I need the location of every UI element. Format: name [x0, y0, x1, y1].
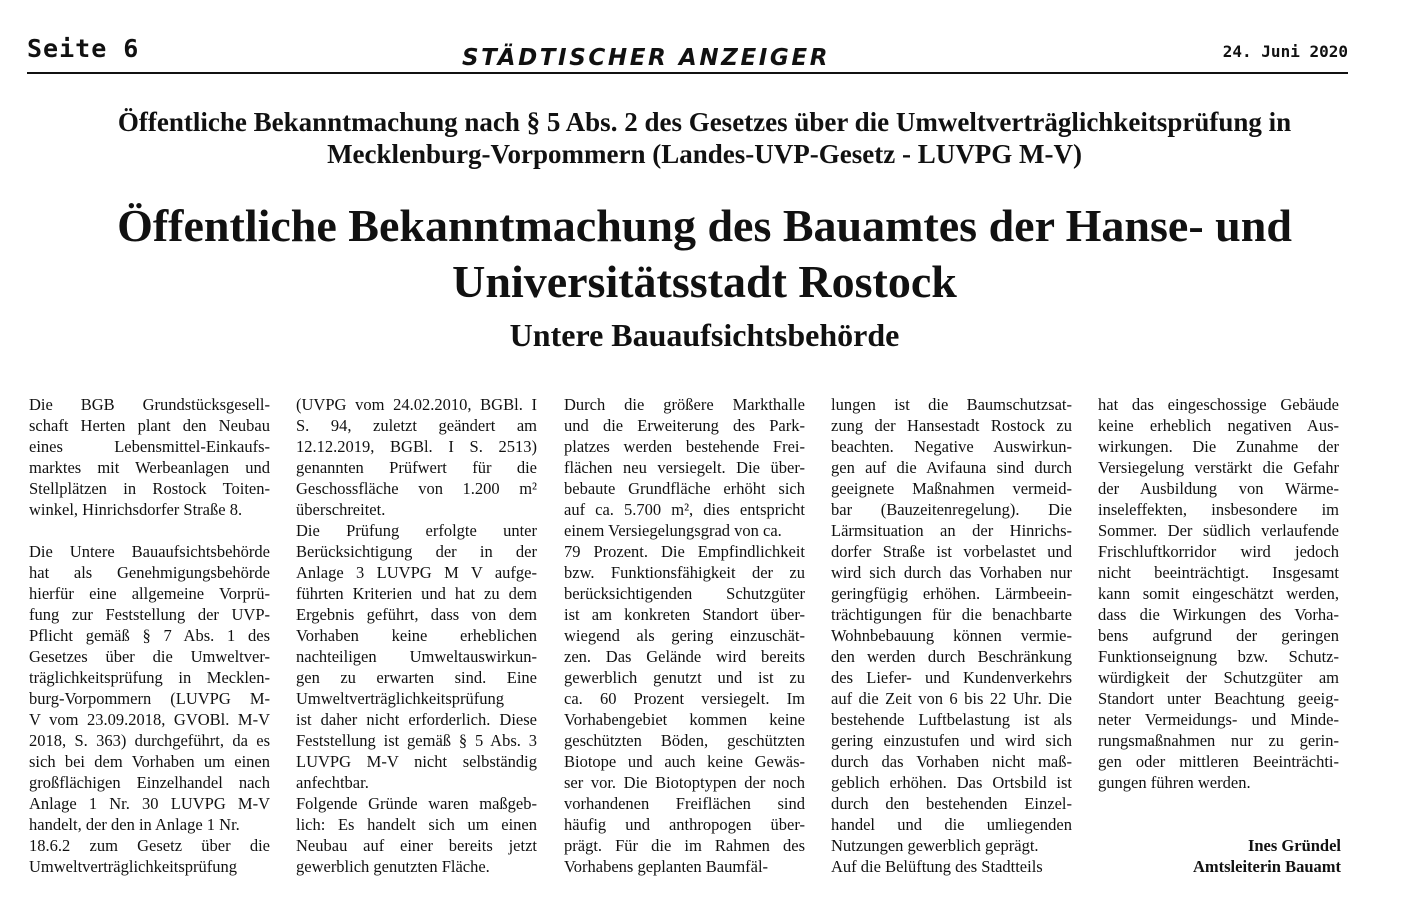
text-line: gen auf die Avifauna sind durch	[831, 458, 1072, 477]
text-line: Biotope und auch keine Gewäs-	[564, 752, 805, 771]
sub-heading: Untere Bauaufsichtsbehörde	[509, 317, 900, 353]
text-line: gewerblich genutzten Fläche.	[296, 857, 490, 876]
text-line: bebaute Grundfläche erhöht sich	[564, 479, 805, 498]
text-line: ist am konkreten Standort über-	[564, 605, 805, 624]
text-line: Wohnbebauung können vermie-	[831, 626, 1072, 645]
text-line: winkel, Hinrichsdorfer Straße 8.	[29, 500, 243, 519]
text-line: einem Versiegelungsgrad von ca.	[564, 521, 782, 540]
text-line: Umweltverträglichkeitsprüfung	[296, 689, 505, 708]
text-column-2	[296, 394, 537, 877]
text-line: zung der Hansestadt Rostock zu	[831, 416, 1072, 435]
text-line: Geschossfläche von 1.200 m²	[296, 479, 537, 498]
text-line: neter Vermeidungs- und Minde-	[1098, 710, 1339, 729]
text-line: Vorhaben keine erheblichen	[296, 626, 537, 645]
text-line: den werden durch Beschränkung	[831, 647, 1072, 666]
text-line: Funktionseignung bzw. Schutz-	[1098, 647, 1339, 666]
text-line: geringfügig erhöhen. Lärmbeein-	[831, 584, 1072, 603]
text-line: ca. 60 Prozent versiegelt. Im	[564, 689, 805, 708]
main-heading-line-1: Öffentliche Bekanntmachung des Bauamtes der Hanse- und	[117, 200, 1292, 251]
text-line: Sommer. Der südlich verlaufende	[1098, 521, 1339, 540]
text-line: Pflicht gemäß § 7 Abs. 1 des	[29, 626, 270, 645]
text-line: bestehende Luftbelastung ist als	[831, 710, 1072, 729]
text-line: durch das Vorhaben nicht maß-	[831, 752, 1072, 771]
text-line: Versiegelung verstärkt die Gefahr	[1098, 458, 1339, 477]
text-line: nicht beeinträchtigt. Insgesamt	[1098, 563, 1339, 582]
header-rule	[27, 72, 1348, 74]
text-line: bens aufgrund der geringen	[1098, 626, 1339, 645]
text-line: 18.6.2 zum Gesetz über die	[29, 836, 270, 855]
text-line: sich bei dem Vorhaben um einen	[29, 752, 270, 771]
text-line: keine erheblich negativen Aus-	[1098, 416, 1339, 435]
signature-title: Amtsleiterin Bauamt	[1192, 857, 1341, 876]
text-line: berücksichtigenden Schutzgüter	[564, 584, 805, 603]
text-line: lungen ist die Baumschutzsat-	[831, 395, 1072, 414]
text-column-5	[1098, 394, 1339, 793]
text-line: Lärmsituation an der Hinrichs-	[831, 521, 1072, 540]
text-line: durch den bestehenden Einzel-	[831, 794, 1072, 813]
text-line: anfechtbar.	[296, 773, 369, 792]
text-line: trächtigungen für die benachbarte	[831, 605, 1072, 624]
text-line: überschreitet.	[296, 500, 386, 519]
text-line: gen zu erwarten sind. Eine	[296, 668, 537, 687]
text-column-3	[564, 394, 805, 877]
text-line: inseleffekten, insbesondere im	[1098, 500, 1339, 519]
text-line: Standort unter Beachtung geeig-	[1098, 689, 1339, 708]
main-heading	[0, 198, 1409, 310]
text-line: Gesetzes über die Umweltver-	[29, 647, 270, 666]
text-line: Die Untere Bauaufsichtsbehörde	[29, 542, 270, 561]
text-line: hierfür eine allgemeine Vorprü-	[29, 584, 270, 603]
text-line: Anlage 1 Nr. 30 LUVPG M-V	[29, 794, 270, 813]
text-line: gering einzustufen und wird sich	[831, 731, 1072, 750]
text-line: häufig und anthropogen über-	[564, 815, 805, 834]
newspaper-name: STÄDTISCHER ANZEIGER	[462, 45, 831, 71]
text-line: 79 Prozent. Die Empfindlichkeit	[564, 542, 805, 561]
text-line: prägt. Für die im Rahmen des	[564, 836, 805, 855]
text-line: gungen führen werden.	[1098, 773, 1251, 792]
text-line: Auf die Belüftung des Stadtteils	[831, 857, 1043, 876]
text-line: V vom 23.09.2018, GVOBl. M-V	[29, 710, 270, 729]
text-line: träglichkeitsprüfung in Mecklen-	[29, 668, 270, 687]
text-line: hat das eingeschossige Gebäude	[1098, 395, 1339, 414]
text-line: geblich erhöhen. Das Ortsbild ist	[831, 773, 1072, 792]
text-line: Stellplätzen in Rostock Toiten-	[29, 479, 270, 498]
text-line: genannten Prüfwert für die	[296, 458, 537, 477]
signature-name: Ines Gründel	[1247, 836, 1341, 855]
text-line: Die BGB Grundstücksgesell-	[29, 395, 270, 414]
text-line: der Ausbildung von Wärme-	[1098, 479, 1339, 498]
text-line: Umweltverträglichkeitsprüfung	[29, 857, 238, 876]
text-line: vorhandenen Freiflächen sind	[564, 794, 805, 813]
notice-heading	[0, 106, 1409, 170]
text-line: Ergebnis geführt, dass von dem	[296, 605, 537, 624]
text-line: und die Erweiterung des Park-	[564, 416, 805, 435]
text-line: S. 94, zuletzt geändert am	[296, 416, 537, 435]
text-line: Die Prüfung erfolgte unter	[296, 521, 537, 540]
text-line: Nutzungen gewerblich geprägt.	[831, 836, 1039, 855]
text-line: hat als Genehmigungsbehörde	[29, 563, 270, 582]
text-line: bar (Bauzeitenregelung). Die	[831, 500, 1072, 519]
text-line: dorfer Straße ist vorbelastet und	[831, 542, 1072, 561]
text-line: des Liefer- und Kundenverkehrs	[831, 668, 1072, 687]
text-line: zen. Das Gelände wird bereits	[564, 647, 805, 666]
text-line: flächen neu versiegelt. Die über-	[564, 458, 805, 477]
page-number: Seite 6	[27, 34, 140, 63]
text-line: LUVPG M-V nicht selbständig	[296, 752, 537, 771]
issue-date: 24. Juni 2020	[1222, 42, 1348, 61]
text-line: Folgende Gründe waren maßgeb-	[296, 794, 537, 813]
text-column-1	[29, 394, 270, 877]
text-line: ist daher nicht erforderlich. Diese	[296, 710, 537, 729]
text-line: 12.12.2019, BGBl. I S. 2513)	[296, 437, 537, 456]
text-line: führten Kriterien und hat zu dem	[296, 584, 537, 603]
text-line: großflächigen Einzelhandel nach	[29, 773, 270, 792]
text-line: würdigkeit der Schutzgüter am	[1098, 668, 1339, 687]
text-line: auf ca. 5.700 m², dies entspricht	[564, 500, 805, 519]
text-line: burg-Vorpommern (LUVPG M-	[29, 689, 270, 708]
text-line: Anlage 3 LUVPG M V aufge-	[296, 563, 537, 582]
text-line: rungsmaßnahmen nur zu gerin-	[1098, 731, 1339, 750]
notice-heading-line-2: Mecklenburg-Vorpommern (Landes-UVP-Gesetz - LUVPG M-V)	[327, 139, 1082, 169]
text-line: geeignete Maßnahmen vermeid-	[831, 479, 1072, 498]
text-line: marktes mit Werbeanlagen und	[29, 458, 270, 477]
text-line: Neubau auf einer bereits jetzt	[296, 836, 537, 855]
text-line: handelt, der den in Anlage 1 Nr.	[29, 815, 240, 834]
text-line: kann somit eingeschätzt werden,	[1098, 584, 1339, 603]
text-line: bzw. Funktionsfähigkeit der zu	[564, 563, 805, 582]
text-line: wird sich durch das Vorhaben nur	[831, 563, 1072, 582]
text-line: Vorhabengebiet kommen keine	[564, 710, 805, 729]
text-line: auf die Zeit von 6 bis 22 Uhr. Die	[831, 689, 1072, 708]
text-line: gen oder mittleren Beeinträchti-	[1098, 752, 1339, 771]
text-line: eines Lebensmittel-Einkaufs-	[29, 437, 270, 456]
text-line: Vorhabens geplanten Baumfäl-	[564, 857, 769, 876]
text-line: geschützten Böden, geschützten	[564, 731, 805, 750]
text-column-4	[831, 394, 1072, 877]
text-line: wiegend als gering einzuschät-	[564, 626, 805, 645]
text-line: platzes werden bestehende Frei-	[564, 437, 805, 456]
text-line: Feststellung ist gemäß § 5 Abs. 3	[296, 731, 537, 750]
text-line: Frischluftkorridor wird jedoch	[1098, 542, 1339, 561]
text-line: nachteiligen Umweltauswirkun-	[296, 647, 537, 666]
text-line: lich: Es handelt sich um einen	[296, 815, 537, 834]
text-line: fung zur Feststellung der UVP-	[29, 605, 270, 624]
paragraph-gap	[29, 520, 270, 541]
text-line: Berücksichtigung der in der	[296, 542, 537, 561]
text-line: Durch die größere Markthalle	[564, 395, 805, 414]
text-line: beachten. Negative Auswirkun-	[831, 437, 1072, 456]
text-line: schaft Herten plant den Neubau	[29, 416, 270, 435]
text-line: 2018, S. 363) durchgeführt, da es	[29, 731, 270, 750]
text-line: dass die Wirkungen des Vorha-	[1098, 605, 1339, 624]
text-line: gewerblich genutzt und ist zu	[564, 668, 805, 687]
text-line: ser vor. Die Biotoptypen der noch	[564, 773, 805, 792]
text-line: handel und die umliegenden	[831, 815, 1072, 834]
text-line: (UVPG vom 24.02.2010, BGBl. I	[296, 395, 537, 414]
text-line: wirkungen. Die Zunahme der	[1098, 437, 1339, 456]
notice-heading-line-1: Öffentliche Bekanntmachung nach § 5 Abs. 2 des Gesetzes über die Umweltverträglichkeitsprüfung in	[117, 107, 1292, 137]
main-heading-line-2: Universitätsstadt Rostock	[452, 256, 957, 307]
